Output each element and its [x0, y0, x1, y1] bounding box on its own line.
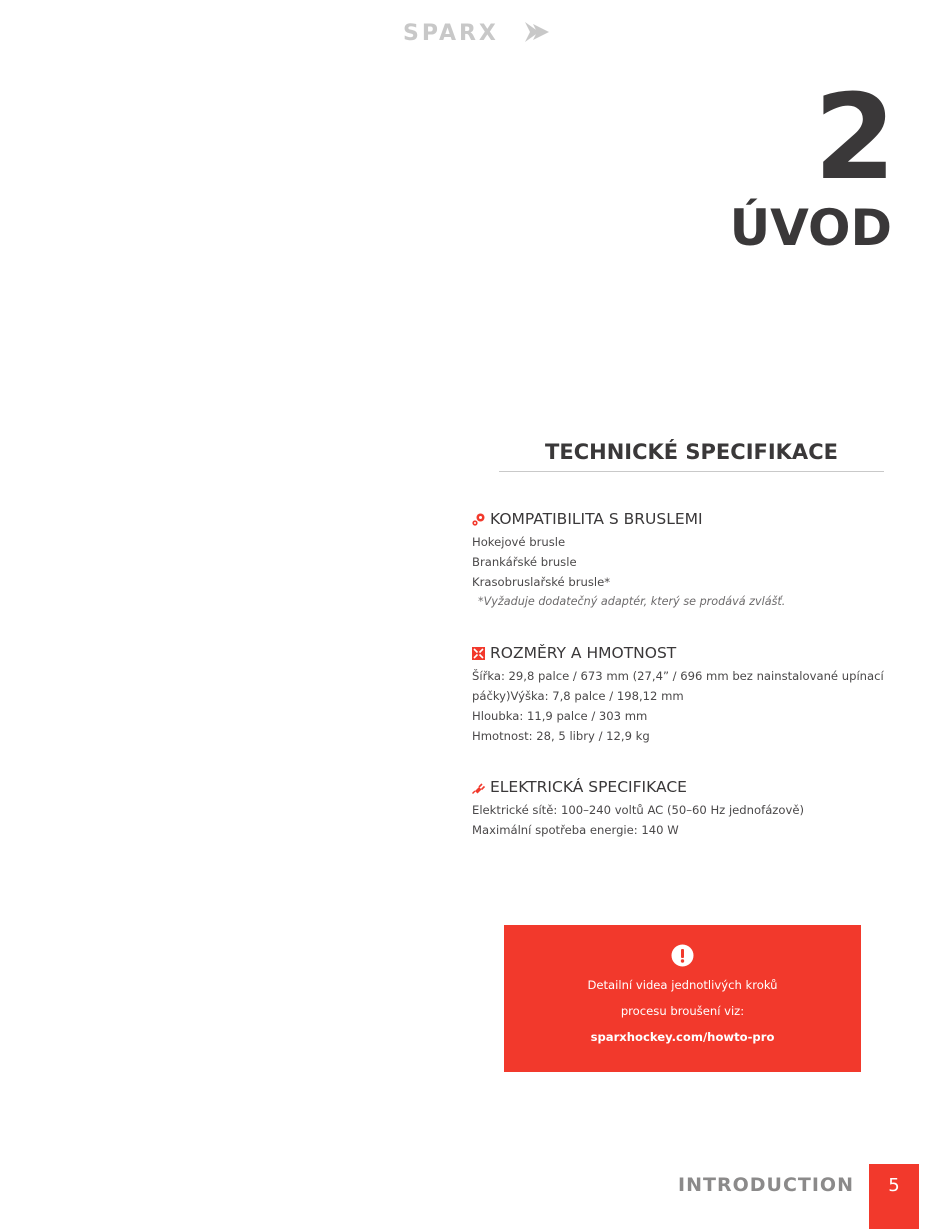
dims-width-height: Šířka: 29,8 palce / 673 mm (27,4” / 696 mm bez nainstalované upínací páčky)Výška: 7,8 palce / 198,12 mm	[472, 669, 884, 703]
plug-icon	[472, 781, 485, 794]
video-callout	[504, 925, 861, 1072]
exclamation-icon	[671, 944, 694, 967]
dims-depth: Hloubka: 11,9 palce / 303 mm	[472, 709, 648, 723]
electric-power: Maximální spotřeba energie: 140 W	[472, 823, 679, 837]
page-number: 5	[869, 1164, 919, 1229]
logo-text: SPARX	[403, 21, 499, 45]
expand-arrows-icon	[472, 647, 485, 660]
electric-title-row	[472, 776, 932, 798]
compat-title: KOMPATIBILITA S BRUSLEMI	[490, 510, 703, 528]
electric-mains: Elektrické sítě: 100–240 voltů AC (50–60 Hz jednofázově)	[472, 803, 804, 817]
compat-note: *Vyžaduje dodatečný adaptér, který se prodává zvlášť.	[478, 595, 786, 608]
specs-divider	[499, 471, 884, 472]
callout-line1: Detailní videa jednotlivých kroků	[587, 978, 778, 992]
callout-url-link[interactable]: sparxhockey.com/howto-pro	[590, 1030, 775, 1044]
compat-item-figure: Krasobruslařské brusle*	[472, 575, 611, 589]
compat-section	[472, 508, 932, 612]
chapter-number: 2	[813, 68, 892, 206]
specs-heading: TECHNICKÉ SPECIFIKACE	[545, 440, 838, 464]
dims-weight: Hmotnost: 28, 5 libry / 12,9 kg	[472, 729, 650, 743]
footer-section-label: INTRODUCTION	[678, 1174, 854, 1196]
compat-item-goalie: Brankářské brusle	[472, 555, 577, 569]
dims-section	[472, 642, 912, 746]
electric-title: ELEKTRICKÁ SPECIFIKACE	[490, 778, 687, 796]
callout-line2: procesu broušení viz:	[620, 1004, 745, 1018]
sparx-logo	[403, 19, 551, 45]
compat-item-hockey: Hokejové brusle	[472, 535, 566, 549]
gears-icon	[472, 513, 485, 526]
compat-title-row	[472, 508, 932, 530]
dims-title: ROZMĚRY A HMOTNOST	[490, 644, 677, 662]
electric-section	[472, 776, 932, 840]
dims-title-row	[472, 642, 912, 664]
chapter-title: ÚVOD	[729, 199, 892, 257]
